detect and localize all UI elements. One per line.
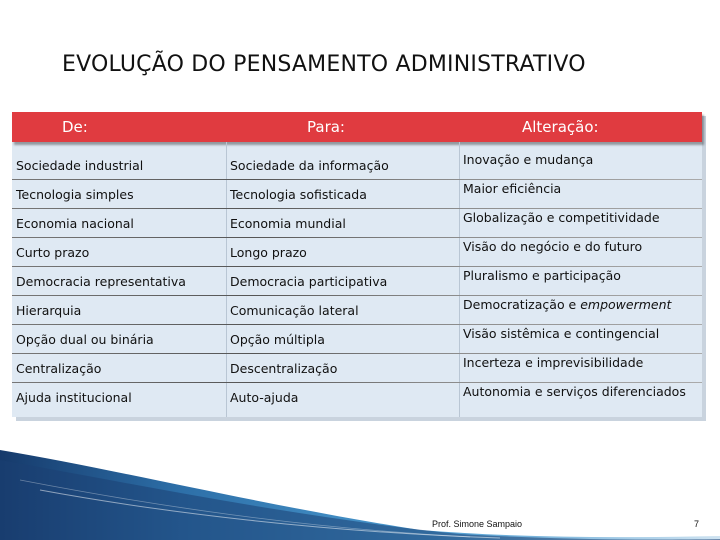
cell-change: Globalização e competitividade (463, 210, 660, 225)
table-row (12, 239, 702, 267)
page-number: 7 (694, 519, 700, 529)
row-divider (12, 179, 702, 180)
slide-title: EVOLUÇÃO DO PENSAMENTO ADMINISTRATIVO (62, 52, 586, 77)
cell-from: Sociedade industrial (16, 158, 144, 173)
table-row (12, 297, 702, 325)
row-divider (12, 324, 702, 325)
cell-change: Pluralismo e participação (463, 268, 621, 283)
table-row (12, 181, 702, 209)
cell-to: Comunicação lateral (230, 303, 359, 318)
cell-from: Democracia representativa (16, 274, 186, 289)
cell-from: Hierarquia (16, 303, 82, 318)
cell-to: Tecnologia sofisticada (230, 187, 367, 202)
cell-to: Descentralização (230, 361, 338, 376)
row-divider (12, 208, 702, 209)
cell-from: Ajuda institucional (16, 390, 132, 405)
cell-from: Tecnologia simples (16, 187, 134, 202)
table-row (12, 355, 702, 383)
header-from: De: (62, 118, 88, 136)
row-divider (12, 382, 702, 383)
row-divider (12, 237, 702, 238)
table-row (12, 152, 702, 180)
cell-to: Economia mundial (230, 216, 346, 231)
cell-change: Autonomia e serviços diferenciados (463, 384, 686, 399)
table-row (12, 384, 702, 412)
cell-to: Democracia participativa (230, 274, 388, 289)
row-divider (12, 353, 702, 354)
cell-change: Incerteza e imprevisibilidade (463, 355, 644, 370)
comparison-table (12, 112, 702, 417)
table-row (12, 326, 702, 354)
cell-change: Inovação e mudança (463, 152, 594, 167)
table-row (12, 210, 702, 238)
decorative-wave (0, 450, 720, 540)
cell-from: Opção dual ou binária (16, 332, 154, 347)
cell-to: Sociedade da informação (230, 158, 389, 173)
cell-change: Visão sistêmica e contingencial (463, 326, 660, 341)
cell-from: Economia nacional (16, 216, 134, 231)
footer-author: Prof. Simone Sampaio (432, 519, 523, 529)
cell-from: Centralização (16, 361, 102, 376)
cell-from: Curto prazo (16, 245, 90, 260)
cell-to: Auto-ajuda (230, 390, 299, 405)
cell-to: Longo prazo (230, 245, 307, 260)
cell-change: Maior eficiência (463, 181, 562, 196)
table-header (12, 112, 702, 142)
cell-change: Visão do negócio e do futuro (463, 239, 643, 254)
cell-change: Democratização e empowerment (463, 297, 672, 312)
row-divider (12, 266, 702, 267)
cell-to: Opção múltipla (230, 332, 325, 347)
header-to: Para: (307, 118, 345, 136)
row-divider (12, 295, 702, 296)
header-change: Alteração: (522, 118, 599, 136)
table-row (12, 268, 702, 296)
